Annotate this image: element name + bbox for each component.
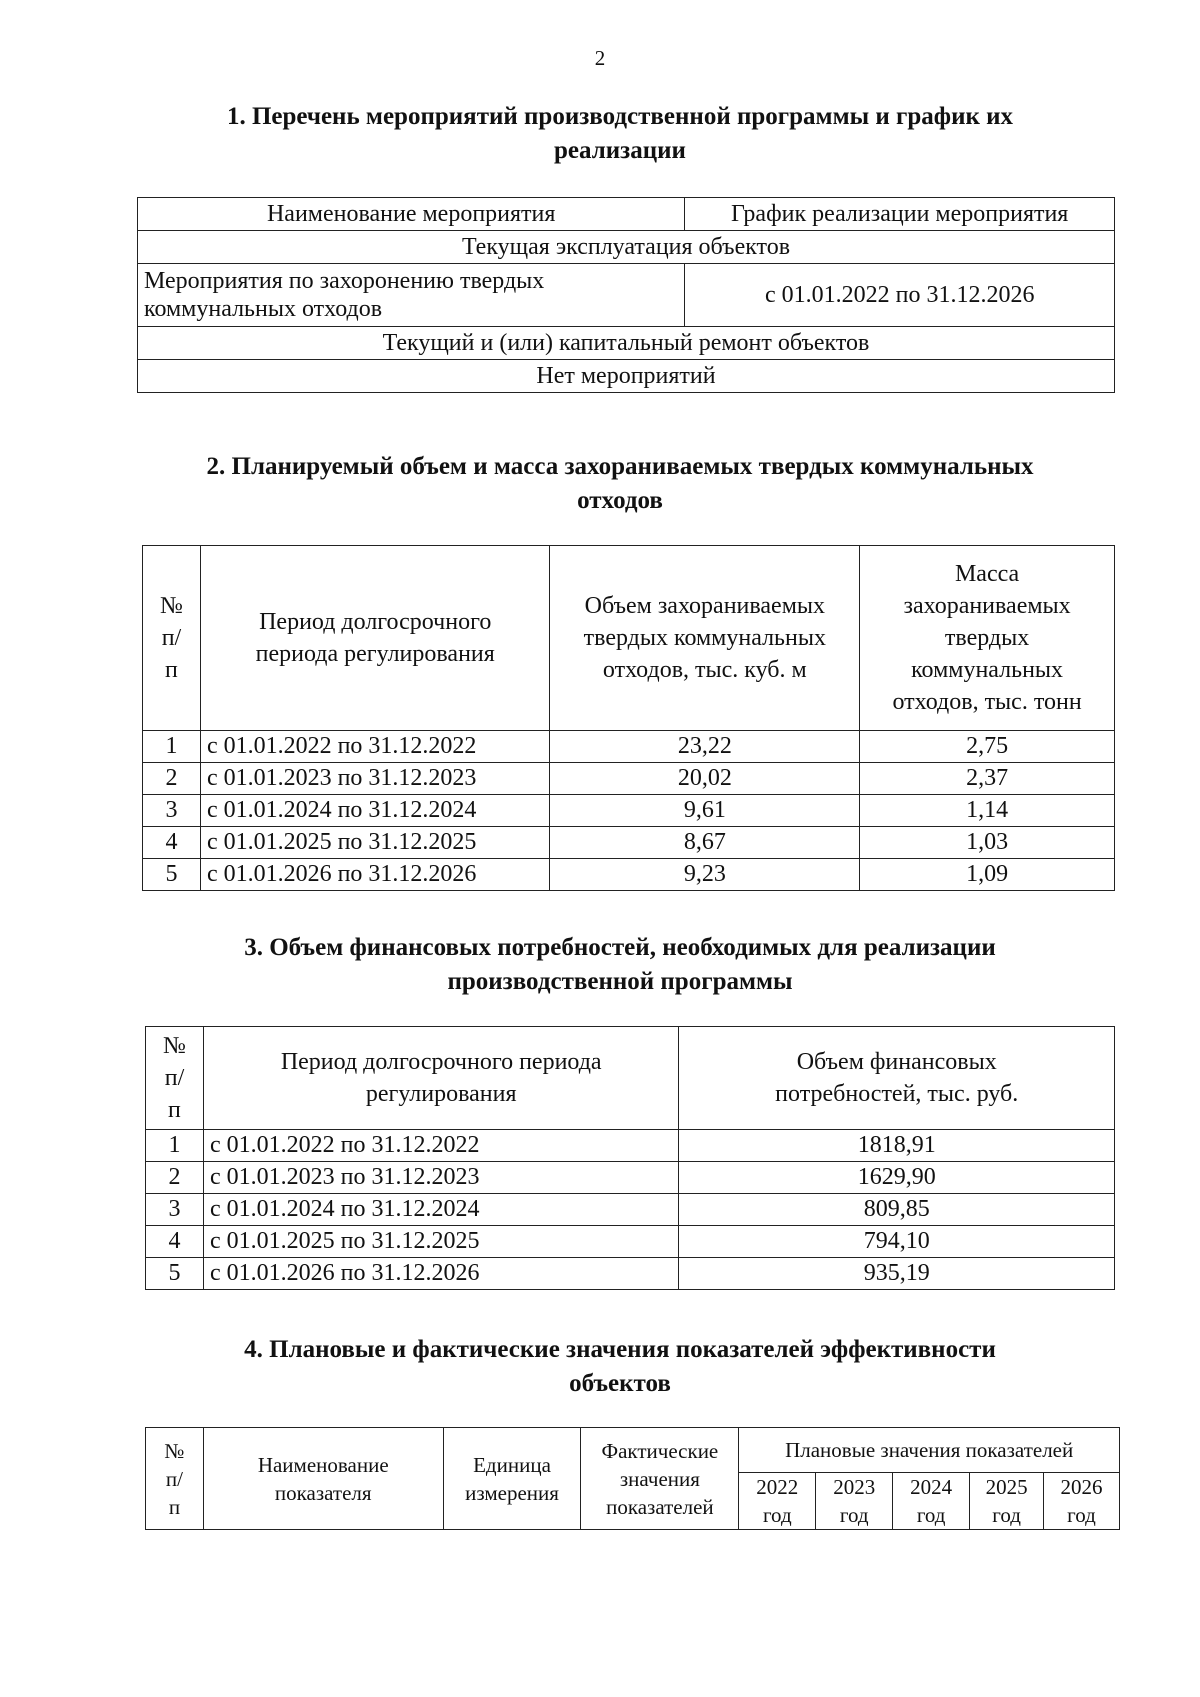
- row-period: с 01.01.2022 по 31.12.2022: [200, 731, 550, 763]
- row-number: 3: [146, 1194, 204, 1226]
- activities-table: [137, 197, 1115, 393]
- header-line: №: [163, 1033, 186, 1059]
- row-number: 1: [143, 731, 201, 763]
- row-period: с 01.01.2022 по 31.12.2022: [203, 1130, 678, 1162]
- table-row: [146, 1162, 1115, 1194]
- column-header-period: [200, 546, 550, 731]
- header-line: Объем финансовых: [796, 1049, 997, 1075]
- activity-name-line-1: Мероприятия по захоронению твердых: [144, 268, 545, 294]
- header-line: №: [160, 593, 183, 619]
- header-line: твердых коммунальных: [583, 625, 826, 651]
- year-label: 2025: [985, 1475, 1028, 1499]
- row-mass: 1,09: [860, 859, 1115, 891]
- row-period: с 01.01.2024 по 31.12.2024: [203, 1194, 678, 1226]
- year-unit: год: [916, 1503, 946, 1527]
- header-line: п/: [161, 625, 182, 651]
- row-period: с 01.01.2025 по 31.12.2025: [200, 827, 550, 859]
- column-header-year: [739, 1473, 816, 1530]
- header-line: п/: [164, 1065, 185, 1091]
- column-header-year: [970, 1473, 1044, 1530]
- row-amount: 1818,91: [679, 1130, 1115, 1162]
- column-header-volume: [550, 546, 860, 731]
- activity-schedule-cell: с 01.01.2022 по 31.12.2026: [685, 264, 1115, 327]
- group-row: [138, 327, 1115, 360]
- column-header-year: [1044, 1473, 1120, 1530]
- section-4-title-line-1: 4. Плановые и фактические значения показателей эффективности: [244, 1336, 996, 1363]
- row-volume: 20,02: [550, 763, 860, 795]
- section-2-title: [140, 450, 1100, 518]
- table-row: [146, 1226, 1115, 1258]
- table-row: [146, 1194, 1115, 1226]
- row-amount: 1629,90: [679, 1162, 1115, 1194]
- column-header-year: [893, 1473, 970, 1530]
- group-row: [138, 231, 1115, 264]
- row-period: с 01.01.2024 по 31.12.2024: [200, 795, 550, 827]
- row-period: с 01.01.2025 по 31.12.2025: [203, 1226, 678, 1258]
- year-label: 2023: [833, 1475, 876, 1499]
- table-row: [143, 731, 1115, 763]
- row-volume: 8,67: [550, 827, 860, 859]
- section-1-title: [140, 100, 1100, 168]
- row-volume: 23,22: [550, 731, 860, 763]
- row-number: 5: [146, 1258, 204, 1290]
- row-number: 2: [143, 763, 201, 795]
- column-header-mass: [860, 546, 1115, 731]
- year-unit: год: [762, 1503, 792, 1527]
- table-row: [143, 859, 1115, 891]
- header-line: Фактические: [601, 1438, 719, 1463]
- table-row: [143, 827, 1115, 859]
- section-4-title: [140, 1333, 1100, 1401]
- header-line: значения: [619, 1466, 700, 1491]
- table-row: [146, 1258, 1115, 1290]
- table-row: [143, 795, 1115, 827]
- column-header-number: [143, 546, 201, 731]
- group-current-operation: Текущая эксплуатация объектов: [138, 231, 1115, 264]
- no-activities-note: Нет мероприятий: [138, 360, 1115, 393]
- header-line: твердых: [944, 625, 1030, 651]
- row-number: 4: [143, 827, 201, 859]
- group-row: [138, 360, 1115, 393]
- year-label: 2022: [756, 1475, 799, 1499]
- waste-volume-table: [142, 545, 1115, 891]
- row-period: с 01.01.2026 по 31.12.2026: [203, 1258, 678, 1290]
- activity-name-line-2: коммунальных отходов: [144, 296, 383, 322]
- column-header-period: [203, 1027, 678, 1130]
- page-number: 2: [594, 46, 606, 70]
- row-number: 2: [146, 1162, 204, 1194]
- header-line: Период долгосрочного периода: [280, 1049, 602, 1075]
- header-line: Единица: [473, 1452, 551, 1477]
- header-line: п: [165, 657, 178, 683]
- year-unit: год: [839, 1503, 869, 1527]
- row-volume: 9,23: [550, 859, 860, 891]
- header-line: Период долгосрочного: [259, 609, 492, 635]
- row-mass: 2,75: [860, 731, 1115, 763]
- column-header-number: [146, 1428, 204, 1530]
- row-period: с 01.01.2023 по 31.12.2023: [203, 1162, 678, 1194]
- row-number: 4: [146, 1226, 204, 1258]
- header-line: показателя: [274, 1480, 372, 1505]
- section-1-title-line-2: реализации: [554, 137, 686, 164]
- group-repair: Текущий и (или) капитальный ремонт объектов: [138, 327, 1115, 360]
- row-number: 1: [146, 1130, 204, 1162]
- table-header-row: [146, 1027, 1115, 1130]
- section-4-title-line-2: объектов: [569, 1370, 671, 1397]
- section-2-title-line-2: отходов: [577, 487, 663, 514]
- table-row: [143, 763, 1115, 795]
- column-header-planned-values: Плановые значения показателей: [739, 1428, 1120, 1473]
- header-line: №: [164, 1438, 185, 1463]
- efficiency-indicators-table: [145, 1427, 1120, 1530]
- year-unit: год: [992, 1503, 1021, 1527]
- row-amount: 809,85: [679, 1194, 1115, 1226]
- header-line: Масса: [954, 561, 1020, 587]
- activity-name-cell: [138, 264, 685, 327]
- header-line: периода регулирования: [255, 641, 495, 667]
- table-header-row: [146, 1428, 1120, 1473]
- header-line: измерения: [465, 1480, 559, 1505]
- header-line: Наименование: [257, 1452, 389, 1477]
- column-header-amount: [679, 1027, 1115, 1130]
- table-header-row: [138, 198, 1115, 231]
- section-3-title: [140, 931, 1100, 999]
- header-line: п: [168, 1494, 181, 1519]
- row-amount: 935,19: [679, 1258, 1115, 1290]
- header-line: потребностей, тыс. руб.: [775, 1081, 1019, 1107]
- table-row: [146, 1130, 1115, 1162]
- column-header-schedule: График реализации мероприятия: [685, 198, 1115, 231]
- column-header-unit: [443, 1428, 581, 1530]
- row-number: 5: [143, 859, 201, 891]
- column-header-activity-name: Наименование мероприятия: [138, 198, 685, 231]
- column-header-year: [816, 1473, 893, 1530]
- header-line: захораниваемых: [903, 593, 1071, 619]
- year-label: 2024: [910, 1475, 953, 1499]
- section-3-title-line-1: 3. Объем финансовых потребностей, необходимых для реализации: [244, 934, 996, 961]
- row-volume: 9,61: [550, 795, 860, 827]
- header-line: п: [168, 1097, 181, 1123]
- header-line: регулирования: [365, 1081, 517, 1107]
- year-unit: год: [1067, 1503, 1096, 1527]
- financial-needs-table: [145, 1026, 1115, 1290]
- column-header-actual-values: [581, 1428, 739, 1530]
- section-2-title-line-1: 2. Планируемый объем и масса захораниваемых твердых коммунальных: [206, 453, 1034, 480]
- header-line: показателей: [606, 1494, 714, 1519]
- row-mass: 2,37: [860, 763, 1115, 795]
- header-line: коммунальных: [911, 657, 1064, 683]
- header-line: отходов, тыс. куб. м: [602, 657, 807, 683]
- year-label: 2026: [1060, 1475, 1103, 1499]
- column-header-indicator-name: [203, 1428, 443, 1530]
- row-period: с 01.01.2026 по 31.12.2026: [200, 859, 550, 891]
- column-header-number: [146, 1027, 204, 1130]
- table-header-row: [143, 546, 1115, 731]
- row-period: с 01.01.2023 по 31.12.2023: [200, 763, 550, 795]
- header-line: отходов, тыс. тонн: [892, 689, 1082, 715]
- row-amount: 794,10: [679, 1226, 1115, 1258]
- row-mass: 1,14: [860, 795, 1115, 827]
- row-mass: 1,03: [860, 827, 1115, 859]
- table-row: [138, 264, 1115, 327]
- section-3-title-line-2: производственной программы: [447, 968, 793, 995]
- header-line: Объем захораниваемых: [584, 593, 826, 619]
- row-number: 3: [143, 795, 201, 827]
- section-1-title-line-1: 1. Перечень мероприятий производственной программы и график их: [226, 103, 1014, 130]
- header-line: п/: [165, 1466, 183, 1491]
